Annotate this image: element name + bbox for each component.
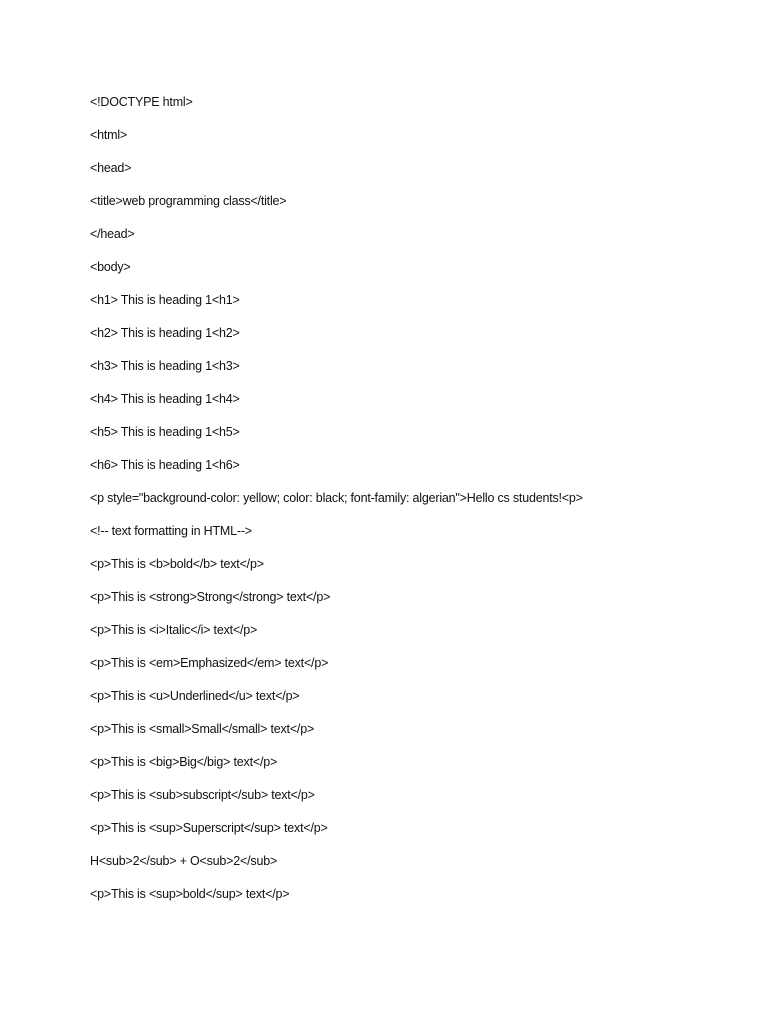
code-line: <h1> This is heading 1<h1> <box>90 293 240 307</box>
code-line: <head> <box>90 161 132 175</box>
code-line: <p>This is <sub>subscript</sub> text</p> <box>90 788 315 802</box>
code-line: <p>This is <big>Big</big> text</p> <box>90 755 278 769</box>
code-line: </head> <box>90 227 135 241</box>
code-line: <p>This is <small>Small</small> text</p> <box>90 722 315 736</box>
code-line: <h5> This is heading 1<h5> <box>90 425 240 439</box>
code-line: <body> <box>90 260 131 274</box>
code-line: H<sub>2</sub> + O<sub>2</sub> <box>90 854 278 868</box>
code-line: <html> <box>90 128 128 142</box>
code-line: <h4> This is heading 1<h4> <box>90 392 240 406</box>
code-line: <p>This is <i>Italic</i> text</p> <box>90 623 258 637</box>
code-line: <h2> This is heading 1<h2> <box>90 326 240 340</box>
code-line: <p>This is <strong>Strong</strong> text</p> <box>90 590 331 604</box>
code-line: <p style="background-color: yellow; color: black; font-family: algerian">Hello cs students!<p> <box>90 491 583 505</box>
code-line: <p>This is <b>bold</b> text</p> <box>90 557 264 571</box>
code-line: <!-- text formatting in HTML--> <box>90 524 252 538</box>
code-listing <box>90 92 730 917</box>
code-line: <p>This is <em>Emphasized</em> text</p> <box>90 656 329 670</box>
code-line: <p>This is <sup>bold</sup> text</p> <box>90 887 290 901</box>
code-line: <title>web programming class</title> <box>90 194 287 208</box>
code-line: <p>This is <sup>Superscript</sup> text</p> <box>90 821 328 835</box>
code-line: <p>This is <u>Underlined</u> text</p> <box>90 689 300 703</box>
code-line: <h3> This is heading 1<h3> <box>90 359 240 373</box>
code-line: <!DOCTYPE html> <box>90 95 193 109</box>
code-line: <h6> This is heading 1<h6> <box>90 458 240 472</box>
